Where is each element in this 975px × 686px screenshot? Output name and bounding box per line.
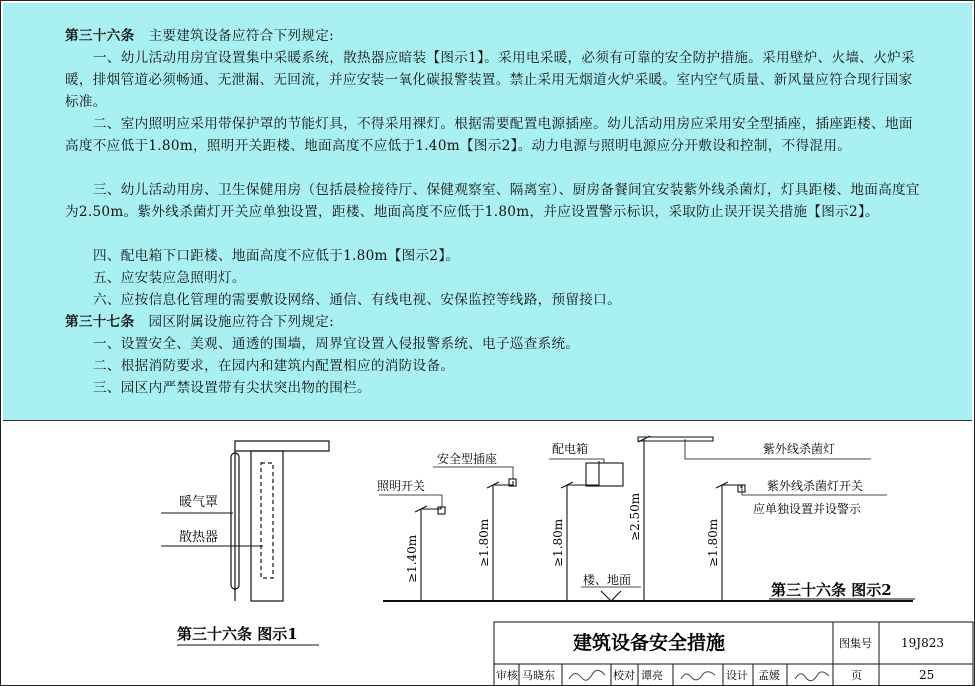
safety-socket-label: 安全型插座	[437, 452, 498, 466]
socket-height-dimension: ≥1.80m	[477, 518, 491, 567]
radiator-hidden-outline	[261, 463, 273, 578]
uv-lamp-label: 紫外线杀菌灯	[763, 442, 836, 456]
article-36-item-1: 一、幼儿活动用房宜设置集中采暖系统，散热器应暗装【图示1】。采用电采暖，必须有可靠的安全防护措施。采用壁炉、火墙、火炉采暖，排烟管道必须畅通、无泄漏、无回流，并应安装一氧化碳报警装置。禁止采用无烟道火炉采暖。室内空气质量、新风量应符合现行国家标准。	[65, 50, 915, 111]
distribution-box-label: 配电箱	[552, 442, 589, 456]
atlas-number-label: 图集号	[839, 637, 872, 650]
floor-marker-icon	[601, 591, 621, 601]
article-37-number: 第三十七条	[65, 314, 135, 330]
regulation-text-panel	[3, 3, 972, 421]
article-37-item-1: 一、设置安全、美观、通透的围墙，周界宜设置入侵报警系统、电子巡查系统。	[93, 336, 580, 352]
review-label: 审核	[496, 669, 518, 682]
page-number: 25	[919, 668, 935, 682]
checker-name: 谭亮	[641, 669, 663, 682]
lamp-height-dimension: ≥2.50m	[628, 492, 642, 541]
article-36-item-6: 六、应按信息化管理的需要敷设网络、通信、有线电视、安保监控等线路，预留接口。	[93, 292, 621, 308]
design-label: 设计	[726, 669, 748, 682]
article-37-heading-line	[65, 311, 925, 333]
light-switch-label: 照明开关	[377, 479, 426, 493]
windowsill-shape	[235, 441, 329, 451]
reviewer-name: 马晓东	[522, 669, 555, 682]
floor-label: 楼、地面	[583, 573, 632, 587]
box-leader-line	[549, 459, 604, 463]
figure-1-caption: 第三十六条 图示1	[177, 625, 298, 643]
atlas-number: 19J823	[901, 636, 944, 650]
article-37-intro: 园区附属设施应符合下列规定:	[148, 314, 334, 330]
article-36-number: 第三十六条	[65, 28, 135, 44]
article-36-heading-line	[65, 25, 925, 47]
figure-2-caption: 第三十六条 图示2	[771, 581, 892, 599]
designer-name: 孟媛	[758, 669, 780, 682]
page-label: 页	[851, 669, 862, 682]
uv-switch-note: 应单独设置并设警示	[753, 502, 862, 516]
uv-switch-height-dimension: ≥1.80m	[706, 518, 720, 567]
article-36-intro: 主要建筑设备应符合下列规定:	[148, 28, 334, 44]
article-37-item-3: 三、园区内严禁设置带有尖状突出物的围栏。	[93, 380, 371, 396]
box-connector	[567, 461, 599, 485]
article-36-item-4: 四、配电箱下口距楼、地面高度不应低于1.80m【图示2】。	[93, 248, 460, 264]
socket-leader-line	[433, 467, 513, 479]
article-36-item-3: 三、幼儿活动用房、卫生保健用房（包括晨检接待厅、保健观察室、隔离室）、厨房备餐间宜安装紫外线杀菌灯，灯具距楼、地面高度宜为2.50m。紫外线杀菌灯开关应单独设置，距楼、地面高度不应低于1.80m，并应设置警示标识，采取防止误开误关措施【图示2】。	[65, 182, 920, 221]
switch-height-dimension: ≥1.40m	[405, 534, 419, 583]
drawing-title: 建筑设备安全措施	[573, 632, 726, 654]
uv-switch-label: 紫外线杀菌灯开关	[767, 479, 864, 493]
cover-label: 暖气罩	[179, 495, 219, 510]
figure-1-radiator-detail	[161, 441, 329, 601]
radiator-label: 散热器	[179, 530, 219, 545]
box-height-dimension: ≥1.80m	[551, 518, 565, 567]
distribution-box-icon	[586, 463, 623, 486]
article-36-item-2: 二、室内照明应采用带保护罩的节能灯具，不得采用裸灯。根据需要配置电源插座。幼儿活动用房应采用安全型插座，插座距楼、地面高度不应低于1.80m，照明开关距楼、地面高度不应低于1.40m【图示2】。动力电源与照明电源应分开敷设和控制，不得混用。	[65, 116, 913, 155]
reviewer-signature	[569, 670, 605, 680]
uv-lamp-icon	[638, 437, 713, 441]
figures-canvas	[1, 421, 975, 686]
article-36-item-5: 五、应安装应急照明灯。	[93, 270, 246, 286]
designer-signature	[795, 672, 829, 681]
article-37-item-2: 二、根据消防要求，在园内和建筑内配置相应的消防设备。	[93, 358, 455, 374]
switch-leader-line	[379, 495, 442, 507]
check-label: 校对	[613, 669, 635, 682]
checker-signature	[681, 672, 715, 680]
